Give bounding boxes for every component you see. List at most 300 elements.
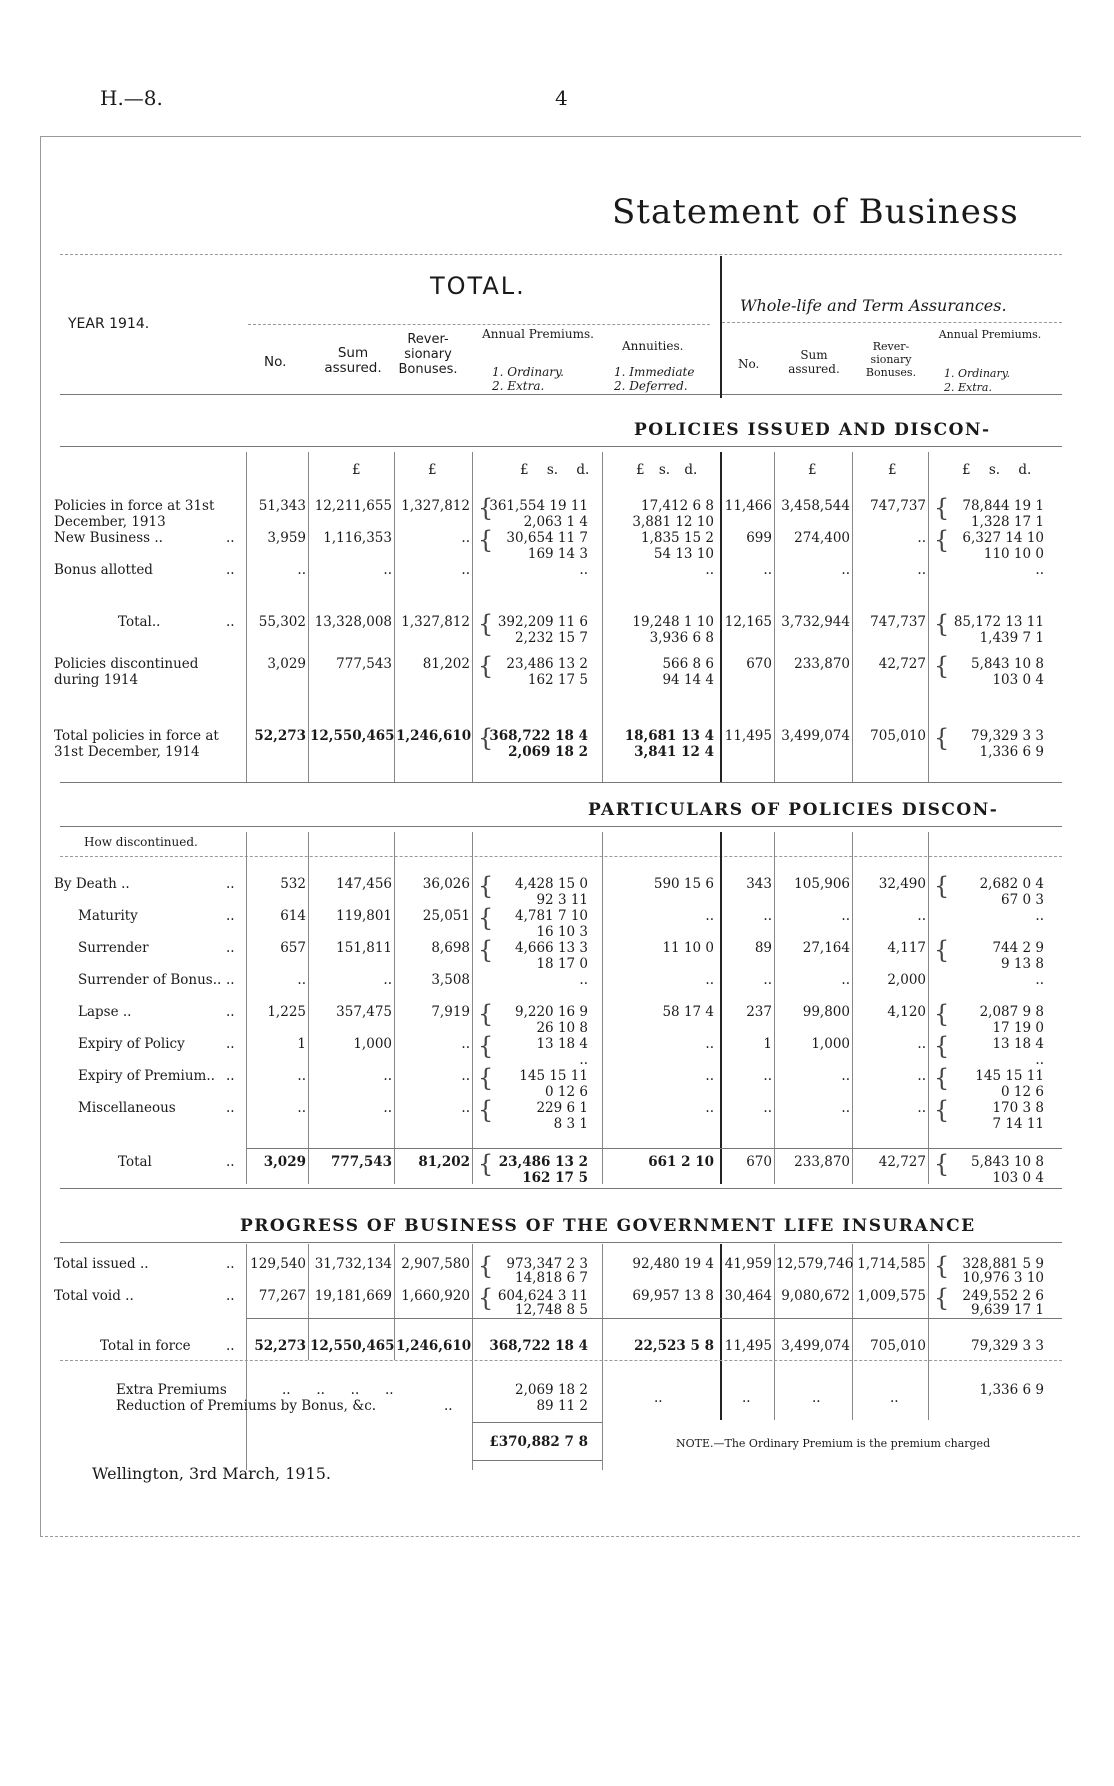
row-label: Maturity: [78, 908, 138, 924]
unit: £: [808, 462, 817, 478]
cell-wl-no: 30,464: [724, 1288, 772, 1304]
unit: £ s. d.: [636, 462, 698, 478]
cell-ap-2: 2,069 18 2: [508, 744, 588, 760]
cell-wl-sum: ..: [841, 1068, 850, 1084]
cell-an: ..: [705, 972, 714, 988]
cell-wl-sum: 3,499,074: [781, 1338, 850, 1354]
cell-ap-2: 2,232 15 7: [515, 630, 588, 646]
cell-wl-sum: 99,800: [802, 1004, 850, 1020]
section2-subrule: [60, 856, 1062, 857]
header-rule: [60, 254, 1062, 255]
section3-rule: [60, 1242, 1062, 1243]
col-no-header: No.: [264, 354, 287, 370]
cell-an-1: 17,412 6 8: [641, 498, 714, 514]
cell-wl-no: 670: [746, 1154, 772, 1170]
cell-rev: 2,907,580: [401, 1256, 470, 1272]
extra-premiums-label: Extra Premiums: [116, 1382, 227, 1398]
cell-sum: 777,543: [336, 656, 392, 672]
wl-ap-header: Annual Premiums.: [938, 328, 1042, 341]
cell-wl-ap-2: 9 13 8: [1001, 956, 1044, 972]
cell-wl-rev: 747,737: [870, 498, 926, 514]
cell-wl-ap-1: 170 3 8: [992, 1100, 1044, 1116]
dots: ..: [812, 1390, 821, 1406]
major-divider: [720, 256, 722, 398]
cell-wl-no: 11,495: [724, 728, 772, 744]
cell-no: 3,029: [267, 656, 306, 672]
cell-sum: 12,550,465: [310, 728, 395, 744]
brace: {: [934, 1000, 950, 1028]
brace: {: [478, 610, 494, 638]
cell-wl-no: 343: [746, 876, 772, 892]
frame-bottom: [40, 1536, 1080, 1537]
brace: {: [934, 1032, 950, 1060]
col-rule: [928, 1244, 929, 1420]
row-label-2: December, 1913: [54, 514, 166, 530]
brace: {: [478, 526, 494, 554]
cell-wl-ap-1: 6,327 14 10: [962, 530, 1044, 546]
brace: {: [934, 1150, 950, 1178]
grand-total-rule: [472, 1422, 602, 1423]
brace: {: [478, 1032, 494, 1060]
row-label: Total void ..: [54, 1288, 134, 1304]
cell-wl-ap-2: 67 0 3: [1001, 892, 1044, 908]
whole-life-header: Whole-life and Term Assurances.: [740, 296, 1007, 315]
cell-sum: 151,811: [336, 940, 392, 956]
cell-ap-2: 16 10 3: [536, 924, 588, 940]
cell-rev: ..: [461, 1036, 470, 1052]
cell-wl-rev: 1,009,575: [857, 1288, 926, 1304]
cell-wl-rev: 4,117: [887, 940, 926, 956]
brace: {: [478, 1096, 494, 1124]
wl-sum-header: Sum assured.: [788, 348, 840, 376]
cell-wl-no: 1: [763, 1036, 772, 1052]
cell-wl-no: 699: [746, 530, 772, 546]
cell-no: ..: [297, 1068, 306, 1084]
col-rule: [308, 1244, 309, 1360]
cell-wl-ap-2: ..: [1035, 1052, 1044, 1068]
note: NOTE.—The Ordinary Premium is the premium charged: [676, 1437, 991, 1450]
cell-rev: 1,246,610: [396, 728, 472, 744]
cell-wl-no: ..: [763, 1068, 772, 1084]
cell-wl-sum: ..: [841, 562, 850, 578]
row-label: By Death ..: [54, 876, 130, 892]
brace: {: [934, 724, 950, 752]
col-an-sub1: 1. Immediate: [614, 365, 695, 379]
col-rule: [774, 452, 775, 782]
reduction-label: Reduction of Premiums by Bonus, &c.: [116, 1398, 377, 1414]
cell-wl-rev: 705,010: [870, 728, 926, 744]
unit: £: [428, 462, 437, 478]
cell-ap-1: 13 18 4: [536, 1036, 588, 1052]
cell-ap-1: 4,428 15 0: [515, 876, 588, 892]
row-dots: ..: [226, 908, 235, 924]
cell-wl-rev: 42,727: [878, 1154, 926, 1170]
cell-ap-2: 162 17 5: [527, 672, 588, 688]
total-header: TOTAL.: [430, 272, 526, 300]
col-rule: [852, 832, 853, 1184]
col-rule: [472, 832, 473, 1184]
col-rule: [394, 832, 395, 1184]
extra-premiums-value: 2,069 18 2: [515, 1382, 588, 1398]
cell-wl-ap-2: 103 0 4: [992, 1170, 1044, 1186]
row-label: New Business ..: [54, 530, 163, 546]
brace: {: [478, 904, 494, 932]
col-rev-header: Rever-sionary Bonuses.: [398, 332, 458, 377]
cell-wl-rev: 42,727: [878, 656, 926, 672]
section1-end-rule: [60, 782, 1062, 783]
cell-ap-2: 8 3 1: [553, 1116, 588, 1132]
cell-an: 22,523 5 8: [634, 1338, 714, 1354]
cell-sum: 13,328,008: [314, 614, 392, 630]
cell-an: 92,480 19 4: [632, 1256, 714, 1272]
col-rule: [308, 452, 309, 782]
section3-subrule: [60, 1360, 1062, 1361]
cell-ap-2: 12,748 8 5: [515, 1302, 588, 1318]
cell-an: 11 10 0: [662, 940, 714, 956]
brace: {: [934, 1284, 950, 1312]
col-rule: [308, 832, 309, 1184]
cell-no: 1: [297, 1036, 306, 1052]
cell-wl-sum: 9,080,672: [781, 1288, 850, 1304]
section2-title: PARTICULARS OF POLICIES DISCON-: [588, 800, 999, 820]
brace: {: [478, 1064, 494, 1092]
cell-an-2: 3,881 12 10: [632, 514, 714, 530]
cell-an: ..: [705, 1036, 714, 1052]
cell-sum: 1,000: [353, 1036, 392, 1052]
col-rule: [472, 1244, 473, 1470]
cell-wl-ap-2: 17 19 0: [992, 1020, 1044, 1036]
cell-ap-2: 0 12 6: [545, 1084, 588, 1100]
cell-sum: 147,456: [336, 876, 392, 892]
cell-wl-ap-1: 13 18 4: [992, 1036, 1044, 1052]
unit: £ s. d.: [962, 462, 1032, 478]
dots: ..: [654, 1390, 663, 1406]
cell-wl-sum: ..: [841, 972, 850, 988]
cell-sum: 777,543: [330, 1154, 392, 1170]
grand-total: £370,882 7 8: [489, 1434, 588, 1450]
cell-sum: 1,116,353: [323, 530, 392, 546]
brace: {: [478, 936, 494, 964]
cell-ap-1: 23,486 13 2: [498, 1154, 588, 1170]
cell-wl-rev: ..: [917, 908, 926, 924]
wl-rev-header: Rever-sionary Bonuses.: [865, 340, 917, 379]
cell-wl-ap-2: 1,328 17 1: [971, 514, 1044, 530]
cell-rev: 3,508: [431, 972, 470, 988]
cell-sum: ..: [383, 1068, 392, 1084]
brace: {: [934, 1064, 950, 1092]
cell-rev: 1,246,610: [396, 1338, 472, 1354]
cell-wl-ap-1: 2,087 9 8: [979, 1004, 1044, 1020]
cell-an-2: 94 14 4: [662, 672, 714, 688]
brace: {: [478, 1150, 494, 1178]
section2-end-rule: [60, 1188, 1062, 1189]
brace: {: [934, 610, 950, 638]
section3-title: PROGRESS OF BUSINESS OF THE GOVERNMENT LIFE INSURANCE: [240, 1216, 976, 1236]
cell-an: ..: [705, 1100, 714, 1116]
cell-sum: 12,550,465: [310, 1338, 395, 1354]
cell-wl-ap-2: 110 10 0: [983, 546, 1044, 562]
col-ap-header: Annual Premiums.: [482, 327, 594, 341]
cell-wl-ap-1: 744 2 9: [992, 940, 1044, 956]
cell-wl-ap-2: 9,639 17 1: [971, 1302, 1044, 1318]
col-rule: [246, 1244, 247, 1470]
cell-wl-ap-2: 1,336 6 9: [979, 744, 1044, 760]
cell-ap-1: ..: [579, 972, 588, 988]
total-subrule: [248, 324, 710, 325]
cell-wl-sum: ..: [841, 908, 850, 924]
cell-wl-sum: 105,906: [794, 876, 850, 892]
cell-ap-1: 145 15 11: [519, 1068, 588, 1084]
cell-an-1: 19,248 1 10: [632, 614, 714, 630]
wl-ap-sub1: 1. Ordinary.: [944, 367, 1010, 380]
row-label: Total issued ..: [54, 1256, 149, 1272]
cell-wl-no: ..: [763, 562, 772, 578]
cell-ap-2: ..: [579, 1052, 588, 1068]
row-dots: ..: [226, 1100, 235, 1116]
row-dots: ..: [226, 1288, 235, 1304]
cell-wl-sum: 233,870: [794, 656, 850, 672]
cell-an-1: 18,681 13 4: [624, 728, 714, 744]
cell-sum: ..: [383, 972, 392, 988]
cell-an: ..: [705, 908, 714, 924]
section2-total-rule: [246, 1148, 1062, 1149]
cell-ap-1: 368,722 18 4: [489, 1338, 588, 1354]
row-label: Total..: [118, 614, 161, 630]
reduction-value: 89 11 2: [536, 1398, 588, 1414]
cell-ap-1: 4,666 13 3: [515, 940, 588, 956]
cell-ap-2: 18 17 0: [536, 956, 588, 972]
brace: {: [934, 526, 950, 554]
cell-ap-1: 361,554 19 11: [489, 498, 588, 514]
cell-wl-no: ..: [763, 1100, 772, 1116]
unit: £: [888, 462, 897, 478]
cell-rev: ..: [461, 1100, 470, 1116]
cell-ap-1: 9,220 16 9: [515, 1004, 588, 1020]
cell-sum: 357,475: [336, 1004, 392, 1020]
leader-dots: ..: [444, 1398, 453, 1414]
cell-no: 532: [280, 876, 306, 892]
cell-wl-no: 237: [746, 1004, 772, 1020]
cell-wl-sum: 27,164: [802, 940, 850, 956]
col-rule: [602, 452, 603, 782]
cell-wl-rev: ..: [917, 1036, 926, 1052]
cell-no: 51,343: [258, 498, 306, 514]
cell-wl-ap-1: ..: [1035, 972, 1044, 988]
brace: {: [478, 1000, 494, 1028]
cell-wl-ap-1: ..: [1035, 908, 1044, 924]
cell-rev: 36,026: [422, 876, 470, 892]
unit: £: [352, 462, 361, 478]
col-rule: [472, 452, 473, 782]
cell-ap-1: 973,347 2 3: [506, 1256, 588, 1272]
cell-rev: 8,698: [431, 940, 470, 956]
cell-wl-ap-1: ..: [1035, 562, 1044, 578]
cell-wl-rev: ..: [917, 530, 926, 546]
grand-total-rule-bottom: [472, 1460, 602, 1461]
col-rule: [602, 1244, 603, 1470]
cell-wl-ap-1: 2,682 0 4: [979, 876, 1044, 892]
cell-wl-ap-2: 10,976 3 10: [962, 1270, 1044, 1286]
cell-an-1: 1,835 15 2: [641, 530, 714, 546]
header-rule-bottom: [60, 394, 1062, 395]
row-dots: ..: [226, 1256, 235, 1272]
row-dots: ..: [226, 530, 235, 546]
cell-wl-no: 89: [754, 940, 772, 956]
brace: {: [478, 652, 494, 680]
how-discontinued-header: How discontinued.: [84, 835, 198, 849]
cell-sum: 31,732,134: [314, 1256, 392, 1272]
extra-premiums-wl-value: 1,336 6 9: [979, 1382, 1044, 1398]
row-label: Policies discontinued: [54, 656, 199, 672]
cell-no: ..: [297, 1100, 306, 1116]
cell-no: 52,273: [254, 728, 306, 744]
cell-ap-2: 92 3 11: [536, 892, 588, 908]
brace: {: [934, 1096, 950, 1124]
cell-no: 657: [280, 940, 306, 956]
cell-an-2: 54 13 10: [653, 546, 714, 562]
brace: {: [934, 494, 950, 522]
cell-wl-ap-1: 79,329 3 3: [971, 1338, 1044, 1354]
cell-ap-1: ..: [579, 562, 588, 578]
cell-rev: ..: [461, 530, 470, 546]
col-rule: [774, 1244, 775, 1420]
cell-ap-1: 604,624 3 11: [497, 1288, 588, 1304]
cell-wl-no: 11,466: [724, 498, 772, 514]
cell-wl-ap-1: 145 15 11: [975, 1068, 1044, 1084]
cell-wl-sum: 3,458,544: [781, 498, 850, 514]
row-dots: ..: [226, 614, 235, 630]
cell-wl-ap-1: 249,552 2 6: [962, 1288, 1044, 1304]
row-dots: ..: [226, 1004, 235, 1020]
cell-wl-rev: ..: [917, 1068, 926, 1084]
cell-rev: 1,660,920: [401, 1288, 470, 1304]
cell-an: ..: [705, 1068, 714, 1084]
row-dots: ..: [226, 972, 235, 988]
cell-wl-ap-2: 1,439 7 1: [979, 630, 1044, 646]
cell-no: 3,029: [263, 1154, 306, 1170]
section3-total-rule: [246, 1318, 1062, 1319]
cell-no: 1,225: [267, 1004, 306, 1020]
dots: ..: [742, 1390, 751, 1406]
section1-rule: [60, 446, 1062, 447]
cell-wl-rev: ..: [917, 562, 926, 578]
page-reference: H.—8.: [100, 86, 163, 110]
col-ap-sub1: 1. Ordinary.: [492, 365, 564, 379]
cell-rev: 7,919: [431, 1004, 470, 1020]
cell-rev: 81,202: [418, 1154, 470, 1170]
row-label: Expiry of Premium..: [78, 1068, 215, 1084]
row-label: Expiry of Policy: [78, 1036, 185, 1052]
cell-ap-1: 368,722 18 4: [489, 728, 588, 744]
col-an-sub2: 2. Deferred.: [614, 379, 688, 393]
row-label: Total: [118, 1154, 152, 1170]
wl-ap-sub2: 2. Extra.: [944, 381, 992, 394]
cell-an: 661 2 10: [648, 1154, 714, 1170]
brace: {: [478, 872, 494, 900]
row-label: Bonus allotted: [54, 562, 153, 578]
cell-an-2: 3,936 6 8: [649, 630, 714, 646]
row-dots: ..: [226, 876, 235, 892]
cell-no: ..: [297, 562, 306, 578]
row-dots: ..: [226, 1338, 235, 1354]
row-label: Miscellaneous: [78, 1100, 176, 1116]
col-ap-sub2: 2. Extra.: [492, 379, 545, 393]
cell-wl-no: 41,959: [724, 1256, 772, 1272]
cell-ap-2: 2,063 1 4: [523, 514, 588, 530]
row-label: Surrender of Bonus..: [78, 972, 222, 988]
cell-rev: ..: [461, 562, 470, 578]
cell-wl-rev: 1,714,585: [857, 1256, 926, 1272]
cell-rev: 1,327,812: [401, 498, 470, 514]
cell-rev: 25,051: [422, 908, 470, 924]
col-annuities-header: Annuities.: [622, 339, 684, 353]
cell-an-2: 3,841 12 4: [634, 744, 714, 760]
unit: £ s. d.: [520, 462, 590, 478]
brace: {: [934, 652, 950, 680]
cell-ap-1: 30,654 11 7: [506, 530, 588, 546]
cell-ap-2: 162 17 5: [522, 1170, 588, 1186]
cell-wl-no: ..: [763, 972, 772, 988]
row-label: Total in force: [100, 1338, 191, 1354]
cell-no: 3,959: [267, 530, 306, 546]
cell-sum: 12,211,655: [314, 498, 392, 514]
cell-no: 52,273: [254, 1338, 306, 1354]
cell-no: 129,540: [250, 1256, 306, 1272]
cell-wl-ap-1: 79,329 3 3: [971, 728, 1044, 744]
cell-wl-ap-2: 7 14 11: [992, 1116, 1044, 1132]
col-rule: [602, 832, 603, 1184]
cell-sum: 19,181,669: [314, 1288, 392, 1304]
cell-wl-sum: 3,499,074: [781, 728, 850, 744]
cell-wl-ap-1: 78,844 19 1: [962, 498, 1044, 514]
year-header: YEAR 1914.: [68, 316, 150, 332]
col-rule: [928, 452, 929, 782]
cell-wl-rev: 747,737: [870, 614, 926, 630]
cell-an-1: ..: [705, 562, 714, 578]
cell-wl-sum: 1,000: [811, 1036, 850, 1052]
cell-wl-ap-2: 0 12 6: [1001, 1084, 1044, 1100]
cell-rev: 81,202: [422, 656, 470, 672]
row-dots: ..: [226, 940, 235, 956]
cell-wl-no: 12,165: [724, 614, 772, 630]
brace: {: [934, 936, 950, 964]
cell-ap-1: 4,781 7 10: [515, 908, 588, 924]
cell-an: 58 17 4: [662, 1004, 714, 1020]
cell-wl-ap-1: 5,843 10 8: [971, 1154, 1044, 1170]
cell-ap-2: 26 10 8: [536, 1020, 588, 1036]
page-title: Statement of Business: [612, 192, 1019, 232]
cell-wl-rev: 32,490: [878, 876, 926, 892]
cell-wl-no: 11,495: [724, 1338, 772, 1354]
cell-wl-rev: 2,000: [887, 972, 926, 988]
brace: {: [934, 872, 950, 900]
cell-wl-ap-1: 5,843 10 8: [971, 656, 1044, 672]
cell-rev: 1,327,812: [401, 614, 470, 630]
cell-no: 614: [280, 908, 306, 924]
row-label: Surrender: [78, 940, 149, 956]
brace: {: [934, 1252, 950, 1280]
wl-no-header: No.: [738, 357, 760, 371]
cell-wl-rev: ..: [917, 1100, 926, 1116]
leader-dots: .. .. .. ..: [282, 1382, 394, 1398]
cell-wl-ap-2: 103 0 4: [992, 672, 1044, 688]
row-label: Total policies in force at: [54, 728, 219, 744]
page-number: 4: [555, 86, 568, 110]
cell-wl-rev: 4,120: [887, 1004, 926, 1020]
cell-wl-sum: 12,579,746: [776, 1256, 854, 1272]
cell-ap-2: 169 14 3: [527, 546, 588, 562]
cell-no: 77,267: [258, 1288, 306, 1304]
